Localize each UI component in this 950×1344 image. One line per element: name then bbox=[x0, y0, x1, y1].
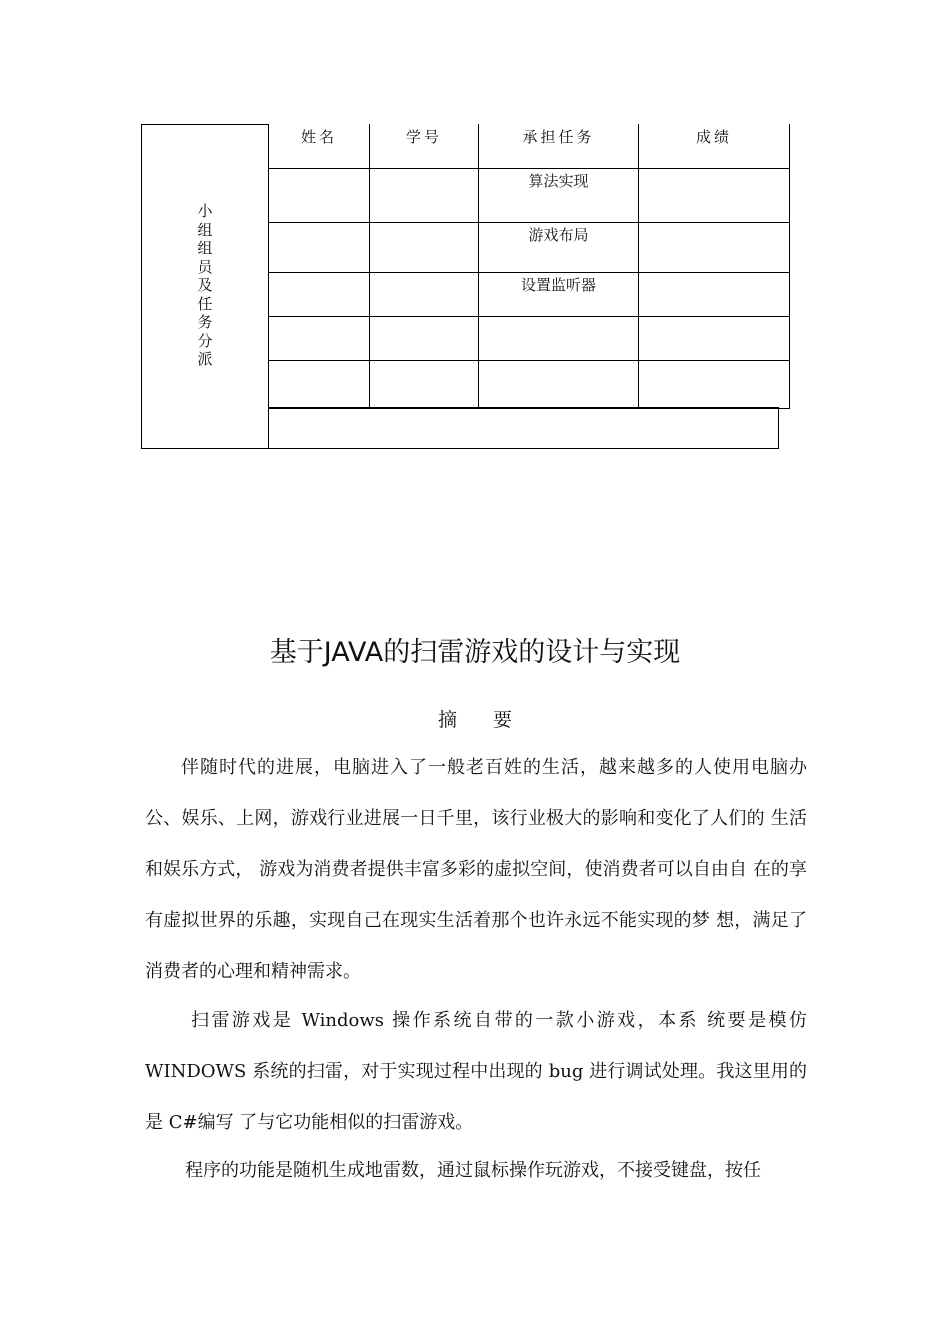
header-student-id: 学号 bbox=[370, 124, 479, 168]
document-title: 基于JAVA的扫雷游戏的设计与实现 bbox=[269, 637, 681, 668]
score-cell bbox=[639, 168, 790, 222]
header-name: 姓名 bbox=[269, 124, 370, 168]
header-task: 承担任务 bbox=[479, 124, 639, 168]
notes-row bbox=[268, 407, 779, 449]
name-cell bbox=[269, 360, 370, 408]
student-id-cell bbox=[370, 360, 479, 408]
abstract-paragraph: 扫雷游戏是 Windows 操作系统自带的一款小游戏，本系 统要是模仿 WINDOWS 系统的扫雷，对于实现过程中出现的 bug 进行调试处理。我这里用的是 C#编写 了与它功能相似的扫雷游戏。 bbox=[145, 1010, 807, 1133]
score-cell bbox=[639, 360, 790, 408]
table-row bbox=[269, 316, 790, 360]
student-id-cell bbox=[370, 222, 479, 272]
table-row bbox=[269, 360, 790, 408]
header-row bbox=[269, 124, 790, 168]
student-id-cell bbox=[370, 168, 479, 222]
task-cell: 设置监听器 bbox=[479, 272, 639, 316]
task-cell: 算法实现 bbox=[479, 168, 639, 222]
team-task-table bbox=[141, 124, 779, 449]
name-cell bbox=[269, 168, 370, 222]
abstract-heading-char: 摘 bbox=[437, 709, 457, 731]
score-cell bbox=[639, 222, 790, 272]
table-row bbox=[269, 222, 790, 272]
abstract-heading bbox=[0, 705, 950, 732]
name-cell bbox=[269, 316, 370, 360]
table-row bbox=[269, 168, 790, 222]
table-row bbox=[269, 272, 790, 316]
table-bottom-border bbox=[141, 448, 779, 449]
score-cell bbox=[639, 272, 790, 316]
abstract-heading-char: 要 bbox=[493, 709, 513, 731]
student-id-cell bbox=[370, 316, 479, 360]
header-score: 成绩 bbox=[639, 124, 790, 168]
task-cell bbox=[479, 316, 639, 360]
student-id-cell bbox=[370, 272, 479, 316]
side-label: 小组组员及任务分派 bbox=[197, 202, 213, 368]
score-cell bbox=[639, 316, 790, 360]
abstract-paragraph: 伴随时代的进展，电脑进入了一般老百姓的生活，越来越多的人使用电脑办公、娱乐、上网，游戏行业进展一日千里，该行业极大的影响和变化了人们的 生活和娱乐方式， 游戏为消费者提供丰富多彩的虚拟空间，使消费者可以自由自 在的享有虚拟世界的乐趣，实现自己在现实生活着那个也许永远不能实现的梦 想，满足了消费者的心理和精神需求。 bbox=[145, 757, 807, 982]
abstract-paragraph: 程序的功能是随机生成地雷数，通过鼠标操作玩游戏，不接受键盘，按任 bbox=[185, 1160, 761, 1181]
task-cell: 游戏布局 bbox=[479, 222, 639, 272]
name-cell bbox=[269, 222, 370, 272]
task-cell bbox=[479, 360, 639, 408]
member-grid bbox=[268, 124, 790, 409]
name-cell bbox=[269, 272, 370, 316]
